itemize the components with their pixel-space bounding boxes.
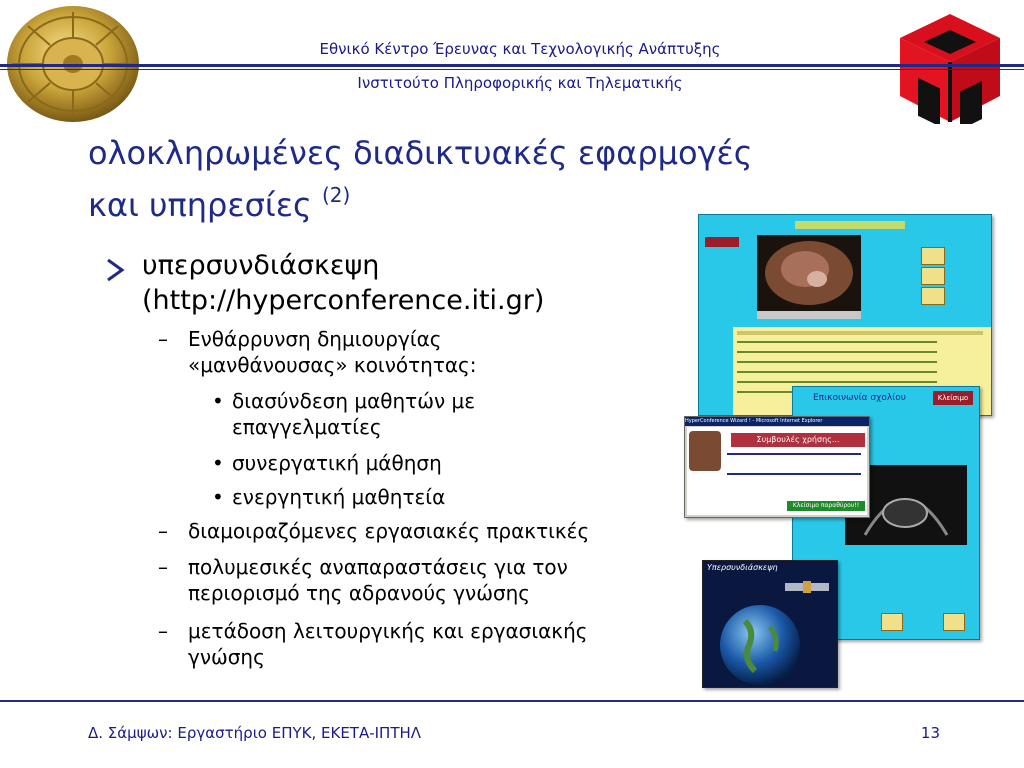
dash-marker: – [158,619,168,643]
wizard-titlebar: HyperConference Wizard ! - Microsoft Internet Explorer [685,417,869,426]
contact-heading: Επικοινωνία σχολίου [813,393,906,403]
dash-marker: – [158,519,168,543]
video-controls [757,311,861,319]
dash-item-2-line-1: διαμοιραζόμενες εργασιακές πρακτικές [188,519,590,543]
sub-item-3-line-1: ενεργητική μαθητεία [232,485,446,509]
title-line-2-text: και υπηρεσίες [88,186,312,224]
sub-item-3 [212,484,672,510]
satellite-image [785,575,829,599]
site-menu-button [705,237,739,247]
contact-icon-1 [881,613,903,631]
title-line-1: ολοκληρωμένες διαδικτυακές εφαρμογές [88,134,753,172]
dot-marker: • [212,451,224,475]
institute-name: Ινστιτούτο Πληροφορικής και Τηλεματικής [357,74,683,92]
main-bullet-line-1: υπερσυνδιάσκεψη [142,250,380,281]
footer-author: Δ. Σάμψων: Εργαστήριο ΕΠΥΚ, ΕΚΕΤΑ-ΙΠΤΗΛ [88,724,422,742]
contact-close-button: Κλείσιμο [933,391,973,405]
wizard-close-link: Κλείσιμο παραθύρου!! [787,501,865,511]
sub-item-2-line-1: συνεργατική μάθηση [232,451,442,475]
footer-divider [0,700,1024,702]
wizard-heading: Συμβουλές χρήσης... [731,433,865,447]
sub-item-1-line-1: διασύνδεση μαθητών με [232,389,476,413]
dash-item-4 [158,618,698,670]
globe-title: Υπερσυνδιάσκεψη [707,563,778,572]
wizard-mascot-image [689,431,721,471]
dot-marker: • [212,485,224,509]
side-icon-3 [921,287,945,305]
dash-marker: – [158,327,168,351]
title-superscript: (2) [321,183,351,207]
slide-title [88,132,928,226]
dot-marker: • [212,389,224,413]
dash-item-4-line-2: γνώσης [188,645,265,669]
video-frame [757,235,861,311]
sub-item-2 [212,450,672,476]
wizard-text-lines [727,453,861,475]
dash-item-1-line-2: «μανθάνουσας» κοινότητας: [188,353,477,377]
contact-icon-2 [943,613,965,631]
globe-splash-screenshot [702,560,838,688]
dash-item-3 [158,554,698,606]
dash-item-1-line-1: Ενθάρρυνση δημιουργίας [188,327,442,351]
bullet-arrow-icon [104,256,128,284]
main-bullet-line-2: (http://hyperconference.iti.gr) [142,285,545,316]
dash-item-3-line-1: πολυμεσικές αναπαραστάσεις για τον [188,555,568,579]
sub-item-1-line-2: επαγγελματίες [232,415,382,439]
site-header-strip [795,221,905,229]
wizard-window-screenshot [684,416,870,518]
earth-globe-image [715,601,805,685]
dash-item-4-line-1: μετάδοση λειτουργικής και εργασιακής [188,619,588,643]
header-divider-thin [0,69,1024,70]
wizard-body [687,427,867,515]
page-number: 13 [920,724,940,742]
organization-name: Εθνικό Κέντρο Έρευνας και Τεχνολογικής Ανάπτυξης [319,40,721,58]
sub-item-1 [212,388,672,440]
side-icon-1 [921,247,945,265]
dash-item-1 [158,326,678,378]
side-icon-2 [921,267,945,285]
header-divider [0,64,1024,67]
main-bullet [142,248,702,318]
dash-marker: – [158,555,168,579]
dash-item-2 [158,518,698,544]
red-cube-logo [898,12,1002,124]
dash-item-3-line-2: περιορισμό της αδρανούς γνώσης [188,581,531,605]
